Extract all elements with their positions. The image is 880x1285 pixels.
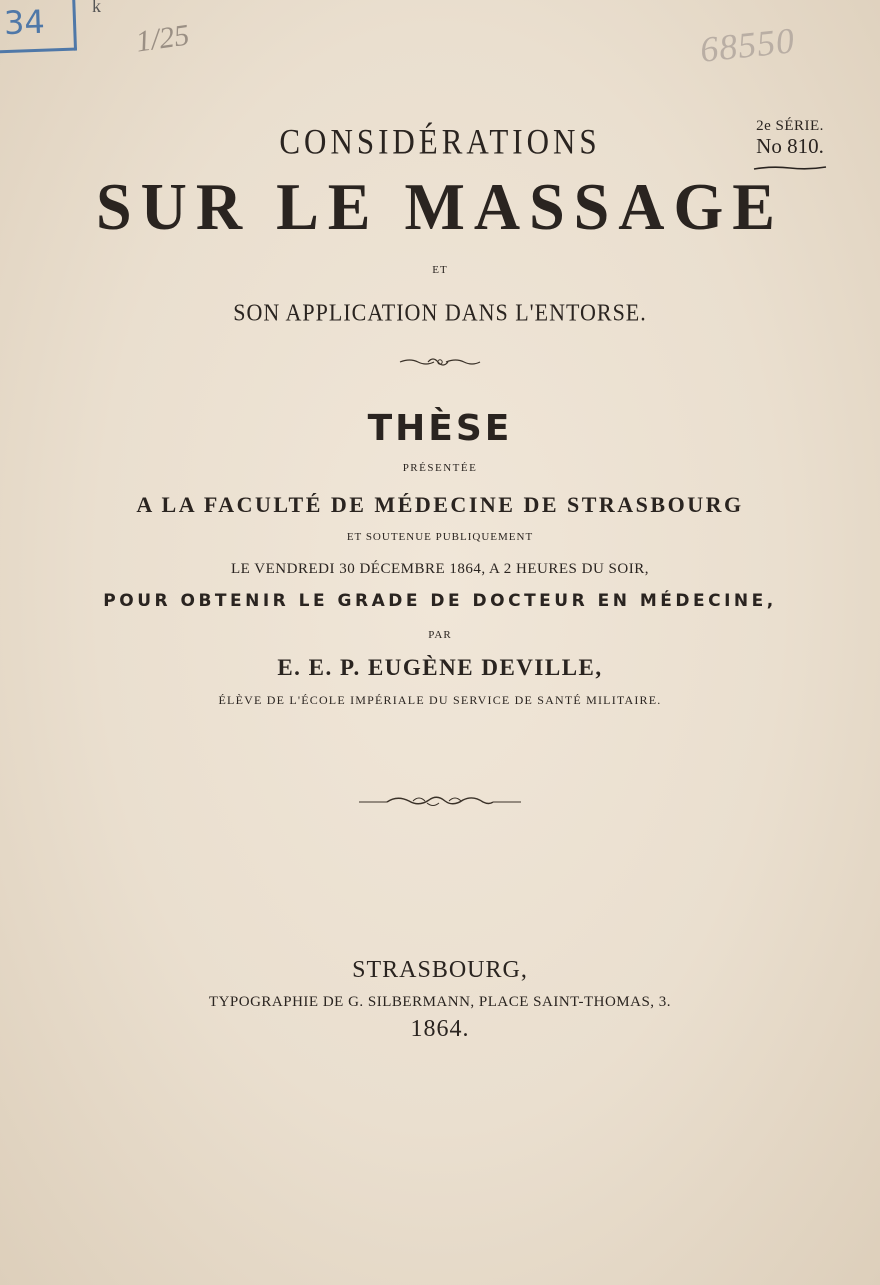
imprint-printer: TYPOGRAPHIE DE G. SILBERMANN, PLACE SAINT-THOMAS, 3. — [208, 994, 672, 1010]
ornament-scroll-icon — [357, 792, 523, 810]
these-author-affiliation: ÉLÈVE DE L'ÉCOLE IMPÉRIALE DU SERVICE DE SANTÉ MILITAIRE. — [218, 693, 662, 707]
these-author: E. E. P. EUGÈNE DEVILLE, — [277, 655, 603, 680]
these-grade: POUR OBTENIR LE GRADE DE DOCTEUR EN MÉDECINE, — [103, 591, 777, 611]
ornament-flourish-icon — [398, 355, 482, 369]
handwritten-fraction: 1/25 — [133, 18, 192, 59]
library-stamp: 34 — [0, 0, 77, 53]
these-faculty: A LA FACULTÉ DE MÉDECINE DE STRASBOURG — [136, 492, 744, 517]
these-par: PAR — [428, 629, 452, 641]
title-subtitle: SON APPLICATION DANS L'ENTORSE. — [233, 298, 647, 327]
ornament-divider-bottom — [0, 792, 880, 815]
handwritten-k: k — [92, 0, 101, 16]
title-main: SUR LE MASSAGE — [96, 169, 784, 244]
title-et: ET — [432, 264, 448, 276]
handwritten-inventory-number: 68550 — [698, 20, 797, 70]
these-soutenue: ET SOUTENUE PUBLIQUEMENT — [346, 531, 534, 543]
these-presentee: PRÉSENTÉE — [402, 462, 478, 474]
series-number: No 810. — [756, 134, 824, 158]
series-line: 2e SÉRIE. — [756, 118, 824, 134]
these-heading: THÈSE — [367, 408, 513, 449]
ornament-divider-top — [0, 355, 880, 374]
these-date: LE VENDREDI 30 DÉCEMBRE 1864, A 2 HEURES DU SOIR, — [231, 561, 649, 577]
title-considerations: CONSIDÉRATIONS — [279, 121, 601, 162]
imprint-year: 1864. — [410, 1016, 470, 1042]
imprint-city: STRASBOURG, — [352, 957, 528, 983]
